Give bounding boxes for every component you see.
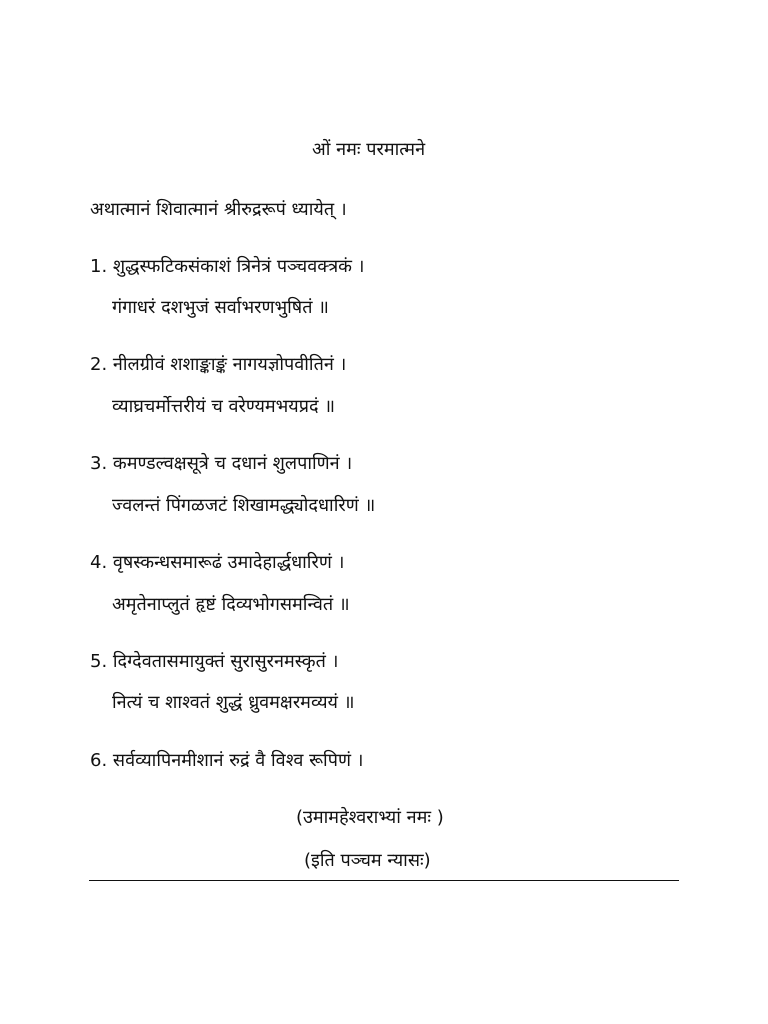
verse-3-line-1: 3. कमण्डल्वक्षसूत्रे च दधानं शुलपाणिनं । [90,453,353,474]
closing-invocation: (उमामहेश्वराभ्यां नमः ) [296,807,444,828]
verse-5-line-2: नित्यं च शाश्वतं शुद्धं ध्रुवमक्षरमव्ययं ॥ [112,692,355,713]
verse-2-line-1: 2. नीलग्रीवं शशाङ्काङ्कं नागयज्ञोपवीतिनं । [90,354,347,375]
verse-1-line-1: 1. शुद्धस्फटिकसंकाशं त्रिनेत्रं पञ्चवक्त्रकं । [90,256,365,277]
closing-colophon: (इति पञ्चम न्यासः) [304,850,431,871]
verse-6-line-1: 6. सर्वव्यापिनमीशानं रुद्रं वै विश्व रूपिणं । [90,750,364,771]
verse-2-line-2: व्याघ्रचर्मोत्तरीयं च वरेण्यमभयप्रदं ॥ [112,396,336,417]
page-title: ओं नमः परमात्मने [312,139,426,160]
verse-1-line-2: गंगाधरं दशभुजं सर्वाभरणभुषितं ॥ [112,297,329,318]
verse-4-line-1: 4. वृषस्कन्धसमारूढं उमादेहार्द्धधारिणं । [90,552,345,573]
verse-3-line-2: ज्वलन्तं पिंगळजटं शिखामद्ध्योदधारिणं ॥ [112,495,376,516]
verse-5-line-1: 5. दिग्देवतासमायुक्तं सुरासुरनमस्कृतं । [90,651,339,672]
intro-line: अथात्मानं शिवात्मानं श्रीरुद्ररूपं ध्यायेत् । [90,199,347,220]
bottom-divider [89,880,679,881]
verse-4-line-2: अमृतेनाप्लुतं हृष्टं दिव्यभोगसमन्वितं ॥ [112,594,350,615]
